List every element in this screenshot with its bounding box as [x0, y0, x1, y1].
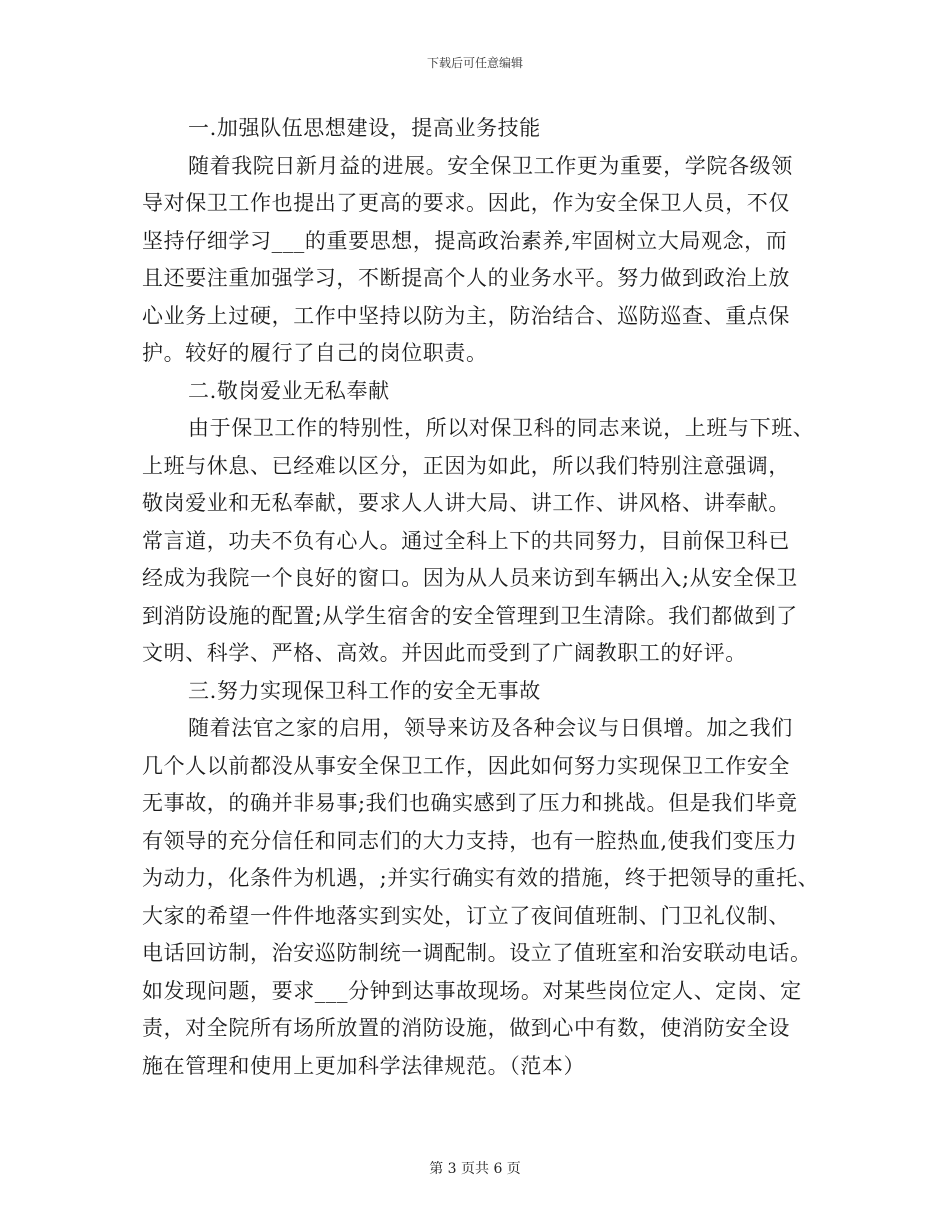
body-line: 施在管理和使用上更加科学法律规范。（范本）: [142, 1053, 586, 1078]
body-line: 经成为我院一个良好的窗口。因为从人员来访到车辆出入;从安全保卫: [142, 566, 798, 590]
body-line: 几个人以前都没从事安全保卫工作，因此如何努力实现保卫工作安全: [142, 753, 790, 778]
body-line: 二.敬岗爱业无私奉献: [188, 378, 390, 403]
body-line: 上班与休息、已经难以区分，正因为如此，所以我们特别注意强调，: [142, 453, 790, 478]
body-line: 如发现问题，要求___分钟到达事故现场。对某些岗位定人、定岗、定: [142, 978, 802, 1003]
body-line: 为动力，化条件为机遇，;并实行确实有效的措施，终于把领导的重托、: [142, 866, 820, 890]
body-line: 责，对全院所有场所放置的消防设施，做到心中有数，使消防安全设: [142, 1016, 790, 1040]
body-line: 有领导的充分信任和同志们的大力支持，也有一腔热血,使我们变压力: [142, 828, 798, 853]
body-line: 文明、科学、严格、高效。并因此而受到了广阔教职工的好评。: [142, 641, 747, 665]
body-line: 导对保卫工作也提出了更高的要求。因此，作为安全保卫人员，不仅: [142, 191, 790, 215]
body-line: 心业务上过硬，工作中坚持以防为主，防治结合、巡防巡查、重点保: [142, 303, 790, 328]
body-line: 一.加强队伍思想建设，提高业务技能: [188, 116, 541, 140]
body-line: 常言道，功夫不负有心人。通过全科上下的共同努力，目前保卫科已: [142, 528, 790, 553]
body-line: 敬岗爱业和无私奉献，要求人人讲大局、讲工作、讲风格、讲奉献。: [142, 491, 790, 515]
body-line: 随着法官之家的启用，领导来访及各种会议与日俱增。加之我们: [188, 716, 793, 740]
body-line: 且还要注重加强学习，不断提高个人的业务水平。努力做到政治上放: [142, 266, 790, 290]
body-line: 护。较好的履行了自己的岗位职责。: [142, 341, 488, 365]
body-line: 由于保卫工作的特别性，所以对保卫科的同志来说，上班与下班、: [188, 416, 815, 440]
document-body: [142, 110, 822, 1085]
body-line: 到消防设施的配置;从学生宿舍的安全管理到卫生清除。我们都做到了: [142, 603, 798, 628]
header-note: 下载后可任意编辑: [426, 56, 523, 70]
body-line: 无事故，的确并非易事;我们也确实感到了压力和挑战。但是我们毕竟: [142, 791, 798, 815]
page-number: 第 3 页共 6 页: [429, 1161, 521, 1177]
body-line: 三.努力实现保卫科工作的安全无事故: [188, 678, 541, 703]
body-line: 大家的希望一件件地落实到实处，订立了夜间值班制、门卫礼仪制、: [142, 903, 790, 928]
body-line: 随着我院日新月益的进展。安全保卫工作更为重要，学院各级领: [188, 153, 793, 178]
body-line: 电话回访制，治安巡防制统一调配制。设立了值班室和治安联动电话。: [142, 941, 812, 965]
body-line: 坚持仔细学习___的重要思想，提高政治素养,牢固树立大局观念，而: [142, 228, 788, 253]
